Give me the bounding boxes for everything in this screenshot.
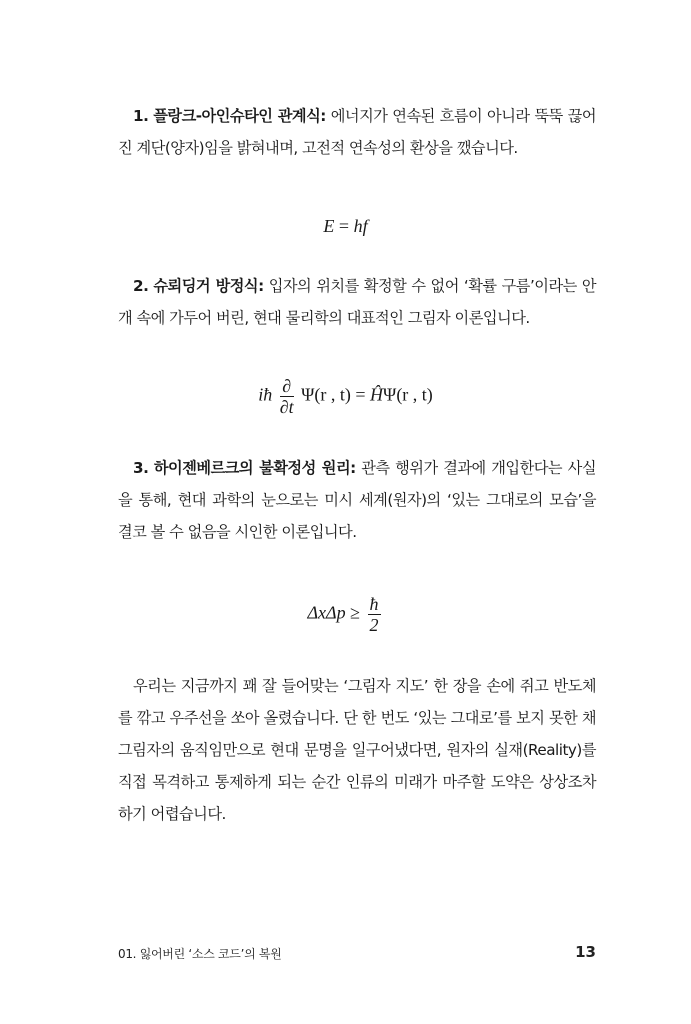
equation-planck-einstein — [0, 216, 691, 237]
item-3-text: 관측 행위가 결과에 개입한다는 사실을 통해, 현대 과학의 눈으로는 미시 세계(원자)의 ‘있는 그대로의 모습’을 결코 볼 수 없음을 시인한 이론입니다. — [118, 459, 596, 541]
eq3-geq: ≥ — [350, 602, 360, 623]
item-3-paragraph — [118, 452, 596, 548]
eq3-fraction — [368, 594, 381, 635]
item-2-text: 입자의 위치를 확정할 수 없어 ‘확률 구름’이라는 안개 속에 가두어 버린, 현대 물리학의 대표적인 그림자 이론입니다. — [118, 277, 597, 327]
eq2-frac-top: ∂ — [280, 376, 294, 397]
eq2-fraction — [280, 376, 294, 417]
eq1-equals: = — [338, 216, 350, 236]
item-1-number: 1. — [133, 107, 149, 125]
item-2-term: 슈뢰딩거 방정식: — [153, 277, 264, 295]
item-1-paragraph — [118, 100, 596, 164]
eq2-args-left: (r , t) — [314, 384, 351, 405]
equation-schrodinger — [0, 376, 691, 417]
item-3-term: 하이젠베르크의 불확정성 원리: — [153, 459, 356, 477]
eq2-frac-bottom: ∂t — [279, 397, 294, 417]
eq2-psi-left: Ψ — [301, 384, 315, 405]
running-footer-chapter: 01. 잃어버린 ‘소스 코드’의 복원 — [118, 947, 282, 961]
item-2-number: 2. — [133, 277, 149, 295]
eq1-rhs: hf — [353, 216, 368, 236]
closing-paragraph: 우리는 지금까지 꽤 잘 들어맞는 ‘그림자 지도’ 한 장을 손에 쥐고 반도체를 깎고 우주선을 쏘아 올렸습니다. 단 한 번도 ‘있는 그대로’를 보지 못한 채 그림자의 움직임만으로 현대 문명을 일구어냈다면, 원자의 실재(Reality)를 직접 목격하고 통제하게 되는 순간 인류의 미래가 마주할 도약은 상상조차 하기 어렵습니다. — [118, 677, 596, 823]
item-1-term: 플랑크-아인슈타인 관계식: — [153, 107, 326, 125]
item-3-number: 3. — [133, 459, 149, 477]
page-number: 13 — [575, 943, 596, 961]
eq2-prefix: iħ — [258, 384, 273, 405]
item-2-paragraph — [118, 270, 596, 334]
eq3-frac-bottom: 2 — [369, 615, 379, 635]
eq3-frac-top: ħ — [369, 594, 379, 614]
eq3-lhs: ΔxΔp — [307, 602, 346, 623]
item-1-text: 에너지가 연속된 흐름이 아니라 뚝뚝 끊어진 계단(양자)임을 밝혀내며, 고전적 연속성의 환상을 깼습니다. — [118, 107, 597, 157]
equation-uncertainty — [0, 594, 691, 635]
eq2-hamiltonian: Ĥ — [370, 384, 384, 405]
eq2-psi-right: Ψ — [383, 384, 397, 405]
eq1-lhs: E — [323, 216, 335, 236]
eq2-equals: = — [355, 384, 366, 405]
eq2-args-right: (r , t) — [396, 384, 433, 405]
